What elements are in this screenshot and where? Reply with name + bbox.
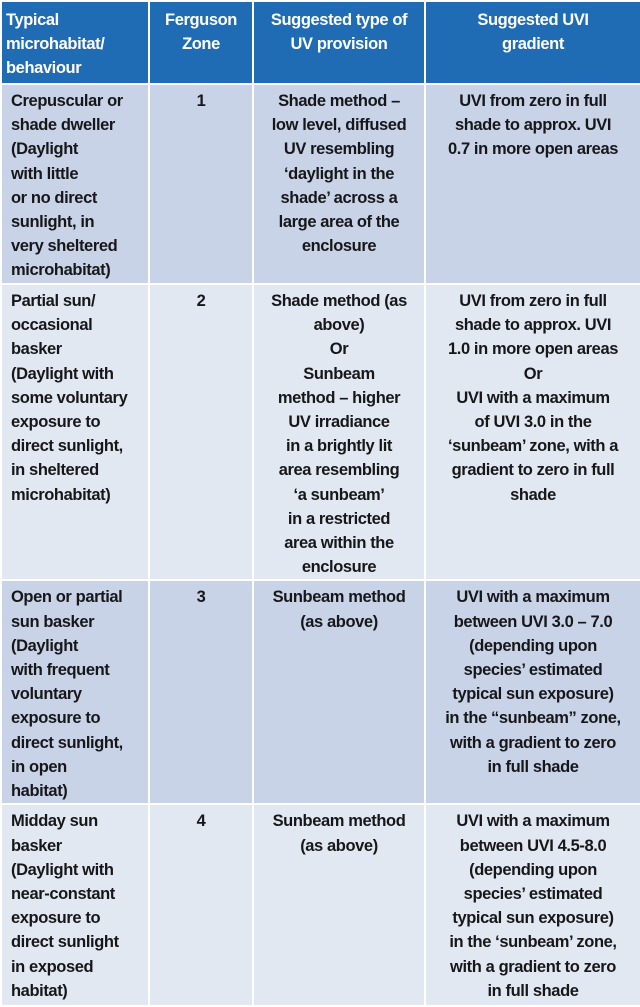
zone-number: 4 — [196, 812, 206, 831]
cell-line: above) — [313, 316, 365, 335]
gradient-cell — [425, 804, 640, 1006]
cell-line: exposure to — [11, 709, 101, 728]
cell-line: Shade method (as — [271, 292, 407, 310]
cell-line: area resembling — [278, 461, 400, 480]
cell-line: (as above) — [300, 836, 378, 855]
provision-cell — [253, 580, 425, 804]
cell-line: habitat) — [11, 782, 68, 801]
cell-line: enclosure — [301, 558, 377, 577]
cell-line: habitat) — [11, 981, 68, 1000]
cell-line: with a gradient to zero — [450, 733, 616, 752]
provision-cell — [253, 84, 425, 284]
cell-line: basker — [11, 340, 62, 359]
header-line: Suggested type of — [270, 11, 408, 29]
cell-line: shade — [510, 485, 556, 504]
cell-line: enclosure — [301, 237, 377, 256]
gradient-cell — [425, 284, 640, 580]
header-provision — [253, 1, 425, 84]
cell-line: voluntary — [11, 685, 82, 704]
cell-line: (as above) — [300, 612, 378, 631]
header-line: Ferguson — [165, 11, 237, 29]
header-gradient — [425, 1, 640, 84]
zone-number: 1 — [196, 92, 206, 110]
cell-line: microhabitat) — [11, 261, 111, 280]
table-header-row — [1, 1, 640, 84]
cell-line: direct sunlight, — [11, 437, 123, 456]
zone-number: 2 — [196, 292, 206, 310]
cell-line: shade to approx. UVI — [454, 316, 612, 335]
cell-line: Partial sun/ — [11, 292, 96, 310]
cell-line: Or — [329, 340, 349, 359]
cell-line: low level, diffused — [271, 116, 407, 135]
cell-line: UV irradiance — [288, 413, 390, 432]
cell-line: species’ estimated — [463, 885, 603, 904]
cell-line: UV resembling — [283, 140, 395, 159]
cell-line: shade’ across a — [280, 188, 398, 207]
cell-line: Sunbeam — [303, 364, 375, 383]
behaviour-cell — [1, 284, 149, 580]
cell-line: UVI from zero in full — [459, 292, 607, 310]
cell-line: UVI with a maximum — [456, 388, 610, 407]
cell-line: 0.7 in more open areas — [447, 140, 619, 159]
zone-cell — [149, 284, 253, 580]
table-row — [1, 284, 640, 580]
behaviour-cell — [1, 84, 149, 284]
cell-line: UVI with a maximum — [456, 812, 610, 831]
provision-cell — [253, 284, 425, 580]
cell-line: shade dweller — [11, 116, 115, 135]
cell-line: microhabitat) — [11, 485, 111, 504]
cell-line: of UVI 3.0 in the — [474, 413, 592, 432]
cell-line: near-constant — [11, 885, 115, 904]
header-line: UV provision — [290, 35, 388, 53]
cell-line: with little — [11, 164, 79, 183]
cell-line: method – higher — [277, 388, 401, 407]
cell-line: ‘sunbeam’ zone, with a — [448, 437, 618, 456]
cell-line: in the ‘sunbeam’ zone, — [449, 933, 617, 952]
cell-line: some voluntary — [11, 388, 128, 407]
cell-line: in the “sunbeam” zone, — [445, 709, 621, 728]
table-row — [1, 804, 640, 1006]
cell-line: direct sunlight — [11, 933, 119, 952]
cell-line: basker — [11, 836, 62, 855]
cell-line: very sheltered — [11, 237, 118, 256]
cell-line: in full shade — [487, 981, 579, 1000]
cell-line: between UVI 3.0 – 7.0 — [453, 612, 613, 631]
cell-line: in a restricted — [287, 509, 391, 528]
cell-line: in full shade — [487, 757, 579, 776]
cell-line: exposure to — [11, 909, 101, 928]
cell-line: Crepuscular or — [11, 92, 123, 110]
cell-line: between UVI 4.5-8.0 — [459, 836, 607, 855]
cell-line: (Daylight — [11, 636, 78, 655]
header-behaviour — [1, 1, 149, 84]
cell-line: occasional — [11, 316, 93, 335]
cell-line: in a brightly lit — [286, 437, 392, 456]
cell-line: shade to approx. UVI — [454, 116, 612, 135]
cell-line: gradient to zero in full — [451, 461, 615, 480]
cell-line: exposure to — [11, 413, 101, 432]
cell-line: UVI with a maximum — [456, 588, 610, 607]
zone-cell — [149, 84, 253, 284]
cell-line: Shade method – — [278, 92, 400, 110]
cell-line: (depending upon — [469, 860, 597, 879]
cell-line: (Daylight — [11, 140, 78, 159]
table-row — [1, 84, 640, 284]
cell-line: or no direct — [11, 188, 97, 207]
provision-cell — [253, 804, 425, 1006]
cell-line: ‘daylight in the — [283, 164, 395, 183]
header-line: Typical — [6, 11, 59, 29]
cell-line: sunlight, in — [11, 213, 95, 232]
cell-line: species’ estimated — [463, 661, 603, 680]
cell-line: ‘a sunbeam’ — [293, 485, 385, 504]
gradient-cell — [425, 580, 640, 804]
zone-cell — [149, 580, 253, 804]
header-line: behaviour — [6, 59, 82, 77]
cell-line: area within the — [284, 534, 394, 553]
cell-line: (Daylight with — [11, 364, 114, 383]
cell-line: direct sunlight, — [11, 733, 123, 752]
cell-line: in sheltered — [11, 461, 99, 480]
cell-line: Midday sun — [11, 812, 98, 831]
header-line: Suggested UVI — [477, 11, 589, 29]
cell-line: (depending upon — [469, 636, 597, 655]
header-line: Zone — [182, 35, 220, 53]
cell-line: Or — [523, 364, 543, 383]
cell-line: sun basker — [11, 612, 95, 631]
header-zone — [149, 1, 253, 84]
cell-line: Sunbeam method — [272, 812, 406, 831]
cell-line: (Daylight with — [11, 860, 114, 879]
header-line: gradient — [502, 35, 564, 53]
cell-line: 1.0 in more open areas — [447, 340, 619, 359]
table-row — [1, 580, 640, 804]
cell-line: typical sun exposure) — [452, 909, 614, 928]
zone-cell — [149, 804, 253, 1006]
cell-line: Sunbeam method — [272, 588, 406, 607]
behaviour-cell — [1, 804, 149, 1006]
cell-line: UVI from zero in full — [459, 92, 607, 110]
cell-line: large area of the — [278, 213, 400, 232]
behaviour-cell — [1, 580, 149, 804]
cell-line: in exposed — [11, 957, 94, 976]
gradient-cell — [425, 84, 640, 284]
cell-line: Open or partial — [11, 588, 123, 607]
cell-line: with frequent — [11, 661, 110, 680]
cell-line: typical sun exposure) — [452, 685, 614, 704]
cell-line: with a gradient to zero — [450, 957, 616, 976]
cell-line: in open — [11, 757, 67, 776]
header-line: microhabitat/ — [6, 35, 105, 53]
zone-number: 3 — [196, 588, 206, 607]
